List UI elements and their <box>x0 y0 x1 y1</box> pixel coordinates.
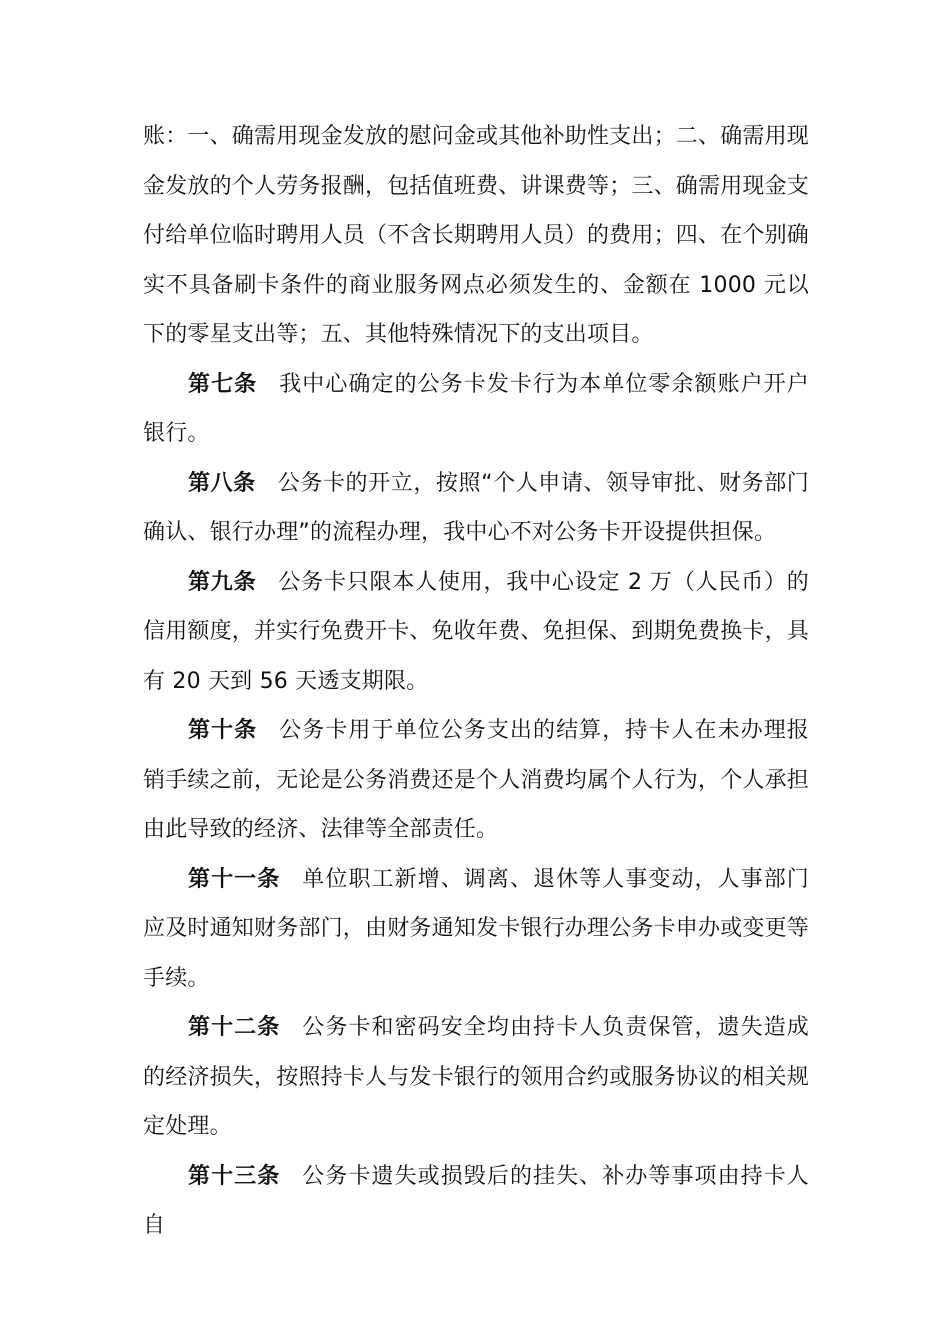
article-8 <box>143 459 809 558</box>
article-13 <box>143 1152 809 1251</box>
article-12 <box>143 1003 809 1152</box>
article-text: 公务卡的开立，按照“个人申请、领导审批、财务部门确认、银行办理”的流程办理，我中心不对公务卡开设提供担保。 <box>143 470 809 545</box>
article-title: 第十一条 <box>188 866 281 892</box>
article-text: 公务卡和密码安全均由持卡人负责保管，遗失造成的经济损失，按照持卡人与发卡银行的领用合约或服务协议的相关规定处理。 <box>143 1015 810 1139</box>
article-9 <box>143 558 809 707</box>
document-page <box>143 112 809 1251</box>
article-title: 第八条 <box>188 470 256 496</box>
article-title: 第十条 <box>188 718 258 743</box>
article-11 <box>143 855 809 1004</box>
article-text: 我中心确定的公务卡发卡行为本单位零余额账户开户银行。 <box>143 371 809 446</box>
article-10 <box>143 706 809 855</box>
intro-paragraph: 账：一、确需用现金发放的慰问金或其他补助性支出；二、确需用现金发放的个人劳务报酬，包括值班费、讲课费等；三、确需用现金支付给单位临时聘用人员（不含长期聘用人员）的费用；四、在个别确实不具备刷卡条件的商业服务网点必须发生的、金额在 1000 元以下的零星支出等；五、其他特殊情况下的支出项目。 <box>143 124 810 347</box>
article-title: 第十三条 <box>188 1163 281 1189</box>
article-title: 第七条 <box>188 371 258 397</box>
article-text: 单位职工新增、调离、退休等人事变动，人事部门应及时通知财务部门，由财务通知发卡银行办理公务卡申办或变更等手续。 <box>143 866 810 991</box>
article-title: 第十二条 <box>188 1015 281 1040</box>
article-7 <box>143 360 809 459</box>
article-text: 公务卡遗失或损毁后的挂失、补办等事项由持卡人自 <box>143 1163 809 1238</box>
article-text: 公务卡用于单位公务支出的结算，持卡人在未办理报销手续之前，无论是公务消费还是个人消费均属个人行为，个人承担由此导致的经济、法律等全部责任。 <box>143 718 810 842</box>
article-text: 公务卡只限本人使用，我中心设定 2 万（人民币）的信用额度，并实行免费开卡、免收年费、免担保、到期免费换卡，具有 20 天到 56 天透支期限。 <box>143 569 810 694</box>
article-title: 第九条 <box>188 569 257 595</box>
